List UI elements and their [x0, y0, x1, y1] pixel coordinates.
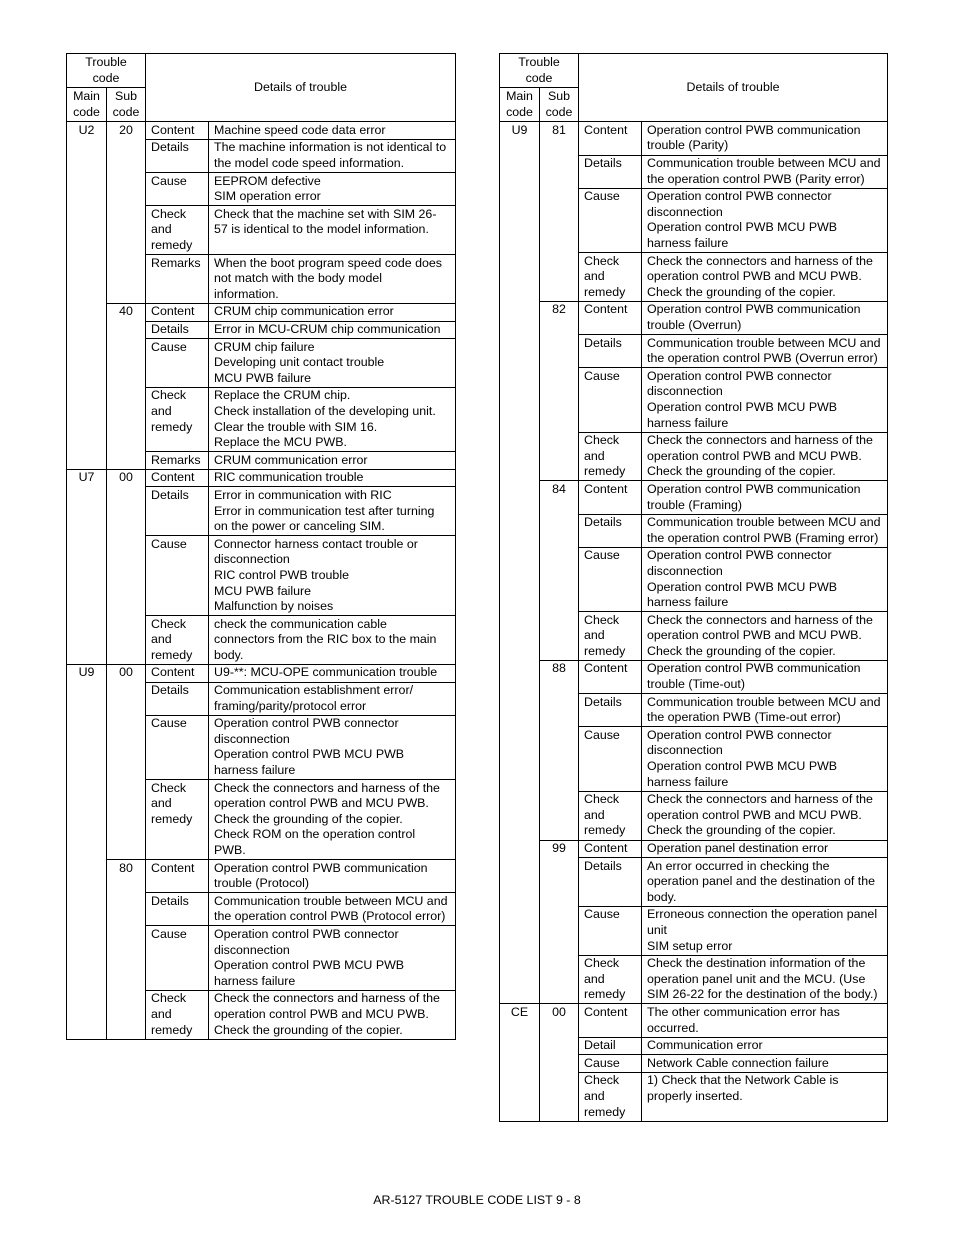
field-label-cell: Content — [146, 303, 209, 321]
page-footer: AR-5127 TROUBLE CODE LIST 9 - 8 — [373, 1193, 581, 1207]
detail-text-cell: Communication trouble between MCU and the operation control PWB (Framing error) — [642, 514, 888, 547]
detail-text-cell: Network Cable connection failure — [642, 1055, 888, 1073]
detail-text-cell: Check the connectors and harness of the operation control PWB and MCU PWB. Check the grounding of the copier. — [209, 990, 456, 1039]
table-row — [500, 660, 888, 693]
detail-text-cell: Operation control PWB connector disconnection Operation control PWB MCU PWB harness failure — [209, 715, 456, 779]
detail-text-cell: check the communication cable connectors from the RIC box to the main body. — [209, 616, 456, 665]
detail-text-cell: Check that the machine set with SIM 26-57 is identical to the model information. — [209, 206, 456, 255]
main-code-cell: CE — [500, 1004, 540, 1121]
detail-text-cell: Check the destination information of the operation panel unit and the MCU. (Use SIM 26-22 for the destination of the body.) — [642, 955, 888, 1004]
field-label-cell: Check and remedy — [579, 955, 642, 1004]
detail-text-cell: RIC communication trouble — [209, 469, 456, 487]
detail-text-cell: Erroneous connection the operation panel unit SIM setup error — [642, 906, 888, 955]
field-label-cell: Content — [579, 840, 642, 858]
field-label-cell: Content — [146, 860, 209, 893]
field-label-cell: Content — [579, 660, 642, 693]
table-row — [67, 664, 456, 682]
field-label-cell: Details — [579, 514, 642, 547]
detail-text-cell: Communication trouble between MCU and the operation control PWB (Protocol error) — [209, 893, 456, 926]
field-label-cell: Details — [146, 893, 209, 926]
detail-text-cell: Communication trouble between MCU and the operation control PWB (Parity error) — [642, 155, 888, 188]
main-code-cell: U9 — [500, 122, 540, 1004]
field-label-cell: Remarks — [146, 255, 209, 304]
field-label-cell: Cause — [579, 1055, 642, 1073]
table-row — [500, 481, 888, 514]
detail-text-cell: The machine information is not identical to the model code speed information. — [209, 139, 456, 172]
detail-text-cell: U9-**: MCU-OPE communication trouble — [209, 664, 456, 682]
field-label-cell: Check and remedy — [579, 791, 642, 840]
field-label-cell: Check and remedy — [579, 1072, 642, 1121]
sub-code-cell: 20 — [107, 122, 146, 304]
detail-text-cell: CRUM chip communication error — [209, 303, 456, 321]
field-label-cell: Check and remedy — [579, 432, 642, 481]
main-code-header: Main code — [500, 88, 540, 122]
sub-code-cell: 80 — [107, 860, 146, 1040]
left-trouble-table — [66, 53, 456, 1040]
detail-text-cell: The other communication error has occurred. — [642, 1004, 888, 1037]
field-label-cell: Check and remedy — [146, 990, 209, 1039]
field-label-cell: Check and remedy — [146, 616, 209, 665]
main-code-cell: U7 — [67, 469, 107, 664]
detail-text-cell: Communication establishment error/ framing/parity/protocol error — [209, 682, 456, 715]
table-row — [67, 469, 456, 487]
table-row — [500, 301, 888, 334]
detail-text-cell: When the boot program speed code does not match with the body model information. — [209, 255, 456, 304]
detail-text-cell: Operation control PWB communication trouble (Framing) — [642, 481, 888, 514]
field-label-cell: Check and remedy — [146, 206, 209, 255]
details-of-trouble-header: Details of trouble — [579, 54, 888, 122]
field-label-cell: Detail — [579, 1037, 642, 1055]
detail-text-cell: Operation control PWB communication trouble (Overrun) — [642, 301, 888, 334]
sub-code-cell: 40 — [107, 303, 146, 469]
field-label-cell: Content — [579, 122, 642, 155]
detail-text-cell: Operation control PWB connector disconnection Operation control PWB MCU PWB harness failure — [642, 188, 888, 252]
field-label-cell: Details — [146, 139, 209, 172]
sub-code-cell: 99 — [540, 840, 579, 1004]
table-row — [500, 840, 888, 858]
field-label-cell: Details — [579, 694, 642, 727]
field-label-cell: Check and remedy — [579, 612, 642, 661]
field-label-cell: Details — [146, 682, 209, 715]
details-of-trouble-header: Details of trouble — [146, 54, 456, 122]
field-label-cell: Cause — [146, 173, 209, 206]
detail-text-cell: Replace the CRUM chip. Check installation of the developing unit. Clear the trouble with SIM 16. Replace the MCU PWB. — [209, 387, 456, 451]
field-label-cell: Details — [146, 487, 209, 536]
table-row — [500, 1004, 888, 1037]
detail-text-cell: Check the connectors and harness of the operation control PWB and MCU PWB. Check the grounding of the copier. — [642, 253, 888, 302]
table-row — [67, 303, 456, 321]
field-label-cell: Cause — [579, 188, 642, 252]
field-label-cell: Content — [146, 122, 209, 140]
detail-text-cell: Check the connectors and harness of the operation control PWB and MCU PWB. Check the grounding of the copier. — [642, 791, 888, 840]
detail-text-cell: Operation control PWB connector disconnection Operation control PWB MCU PWB harness failure — [642, 368, 888, 432]
detail-text-cell: Operation control PWB connector disconnection Operation control PWB MCU PWB harness failure — [642, 547, 888, 611]
field-label-cell: Details — [579, 858, 642, 907]
sub-code-cell: 84 — [540, 481, 579, 661]
main-code-cell: U2 — [67, 122, 107, 469]
table-row — [67, 122, 456, 140]
detail-text-cell: Operation panel destination error — [642, 840, 888, 858]
detail-text-cell: Connector harness contact trouble or disconnection RIC control PWB trouble MCU PWB failure Malfunction by noises — [209, 536, 456, 616]
detail-text-cell: Operation control PWB connector disconnection Operation control PWB MCU PWB harness failure — [642, 727, 888, 791]
field-label-cell: Cause — [146, 926, 209, 990]
detail-text-cell: CRUM chip failure Developing unit contact trouble MCU PWB failure — [209, 339, 456, 388]
field-label-cell: Details — [146, 321, 209, 339]
field-label-cell: Content — [579, 1004, 642, 1037]
field-label-cell: Cause — [579, 727, 642, 791]
field-label-cell: Cause — [579, 547, 642, 611]
trouble-code-header: Trouble code — [500, 54, 579, 88]
detail-text-cell: Check the connectors and harness of the operation control PWB and MCU PWB. Check the grounding of the copier. Check ROM on the operation control PWB. — [209, 780, 456, 860]
field-label-cell: Cause — [146, 536, 209, 616]
detail-text-cell: Error in MCU-CRUM chip communication — [209, 321, 456, 339]
detail-text-cell: Machine speed code data error — [209, 122, 456, 140]
field-label-cell: Details — [579, 335, 642, 368]
trouble-code-header: Trouble code — [67, 54, 146, 88]
detail-text-cell: 1) Check that the Network Cable is properly inserted. — [642, 1072, 888, 1121]
table-row — [67, 860, 456, 893]
detail-text-cell: Communication trouble between MCU and the operation control PWB (Overrun error) — [642, 335, 888, 368]
detail-text-cell: Communication error — [642, 1037, 888, 1055]
field-label-cell: Content — [146, 469, 209, 487]
sub-code-cell: 82 — [540, 301, 579, 481]
detail-text-cell: Operation control PWB communication trouble (Time-out) — [642, 660, 888, 693]
sub-code-cell: 81 — [540, 122, 579, 302]
sub-code-header: Sub code — [540, 88, 579, 122]
detail-text-cell: EEPROM defective SIM operation error — [209, 173, 456, 206]
main-code-cell: U9 — [67, 664, 107, 1039]
field-label-cell: Content — [579, 301, 642, 334]
field-label-cell: Remarks — [146, 452, 209, 470]
field-label-cell: Cause — [146, 339, 209, 388]
sub-code-cell: 00 — [107, 664, 146, 859]
detail-text-cell: Check the connectors and harness of the operation control PWB and MCU PWB. Check the grounding of the copier. — [642, 432, 888, 481]
main-code-header: Main code — [67, 88, 107, 122]
sub-code-cell: 88 — [540, 660, 579, 840]
field-label-cell: Content — [579, 481, 642, 514]
field-label-cell: Content — [146, 664, 209, 682]
sub-code-header: Sub code — [107, 88, 146, 122]
detail-text-cell: Check the connectors and harness of the operation control PWB and MCU PWB. Check the grounding of the copier. — [642, 612, 888, 661]
field-label-cell: Check and remedy — [579, 253, 642, 302]
detail-text-cell: Communication trouble between MCU and the operation PWB (Time-out error) — [642, 694, 888, 727]
field-label-cell: Cause — [146, 715, 209, 779]
sub-code-cell: 00 — [540, 1004, 579, 1121]
detail-text-cell: CRUM communication error — [209, 452, 456, 470]
detail-text-cell: Operation control PWB connector disconnection Operation control PWB MCU PWB harness failure — [209, 926, 456, 990]
sub-code-cell: 00 — [107, 469, 146, 664]
field-label-cell: Check and remedy — [146, 387, 209, 451]
detail-text-cell: Error in communication with RIC Error in communication test after turning on the power or canceling SIM. — [209, 487, 456, 536]
detail-text-cell: Operation control PWB communication trouble (Parity) — [642, 122, 888, 155]
detail-text-cell: An error occurred in checking the operation panel and the destination of the body. — [642, 858, 888, 907]
table-row — [500, 122, 888, 155]
right-trouble-table — [499, 53, 888, 1122]
detail-text-cell: Operation control PWB communication trouble (Protocol) — [209, 860, 456, 893]
field-label-cell: Check and remedy — [146, 780, 209, 860]
field-label-cell: Details — [579, 155, 642, 188]
field-label-cell: Cause — [579, 368, 642, 432]
field-label-cell: Cause — [579, 906, 642, 955]
